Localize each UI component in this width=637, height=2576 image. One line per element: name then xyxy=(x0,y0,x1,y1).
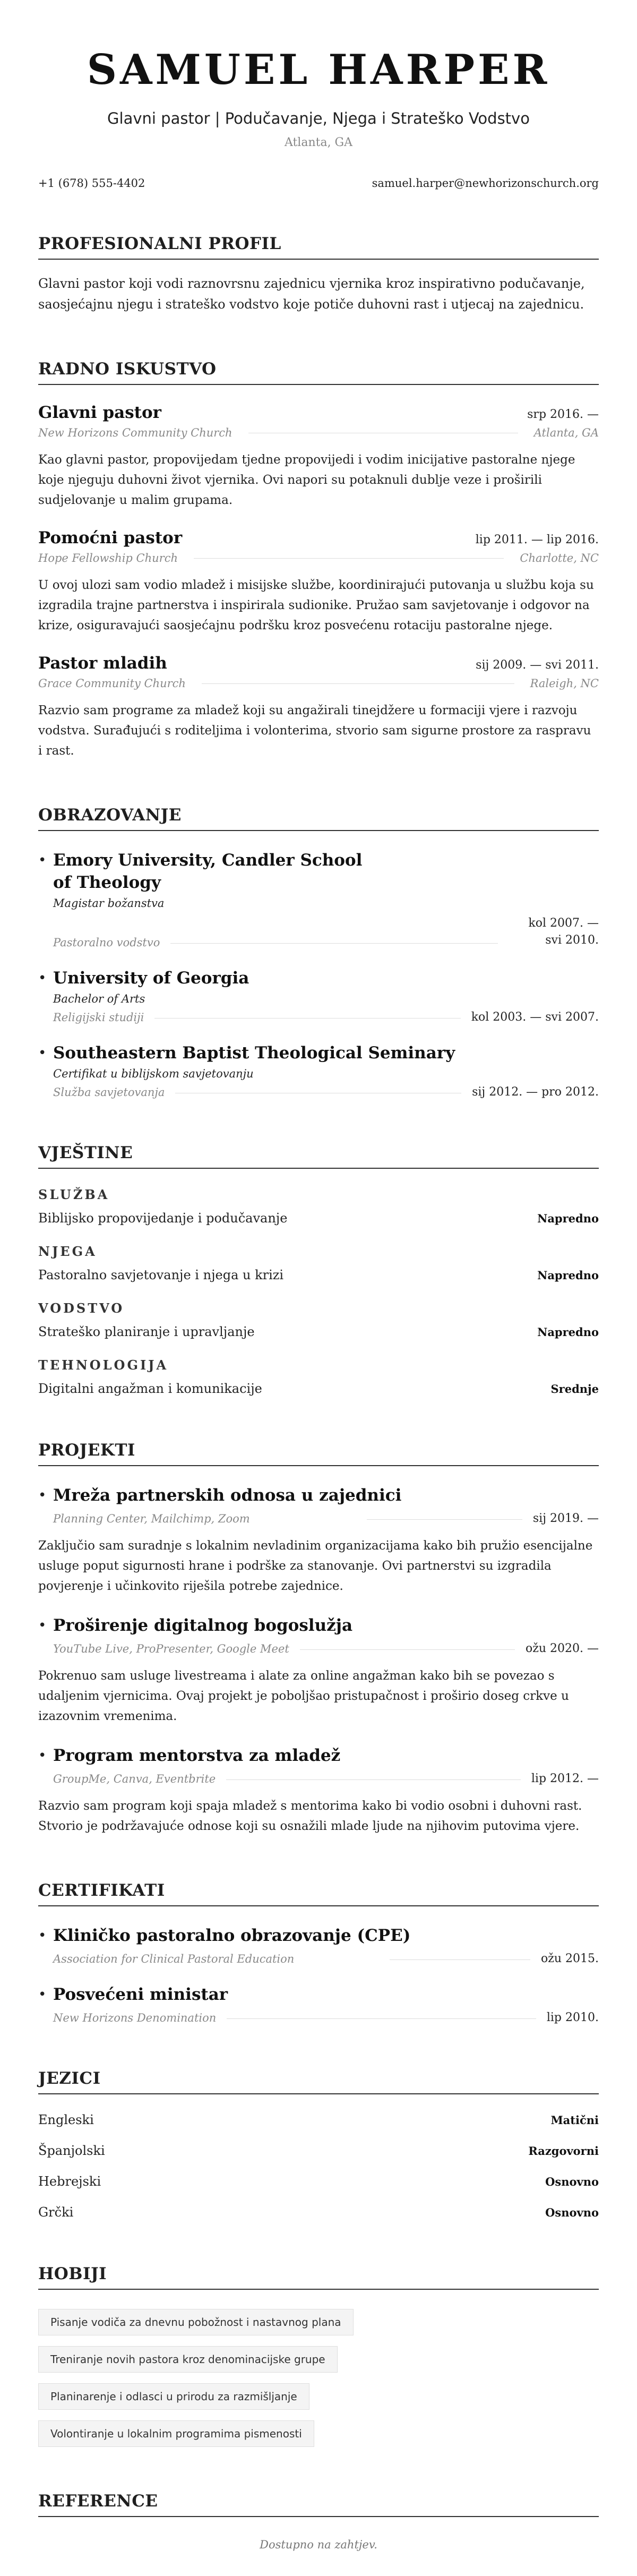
job-location: Atlanta, GA xyxy=(533,426,599,439)
language-name: Grčki xyxy=(38,2205,74,2220)
project-description: Razvio sam program koji spaja mladež s mentorima kako bi vodio osobni i duhovni rast. Stvorio je podržavajuće odnose koji su osnažili mlade ljude na njihovim putovima vjere. xyxy=(38,1799,582,1833)
education-section xyxy=(38,806,599,1099)
skill-category: VODSTVO xyxy=(38,1300,125,1316)
job-entry xyxy=(38,528,599,636)
field-of-study: Pastoralno vodstvo xyxy=(53,936,160,949)
language-level: Razgovorni xyxy=(528,2144,599,2158)
language-level: Osnovno xyxy=(545,2206,599,2219)
section-title: PROJEKTI xyxy=(38,1441,599,1466)
project-description: Zaključio sam suradnje s lokalnim nevladinim organizacijama kako bih pružio esencijalne usluge poput sigurnosti hrane i podrške za stanovanje. Ovi partnerstvi su izgradila povjerenje i učinkovito riješila potrebe zajednice. xyxy=(38,1539,593,1593)
hobby-list xyxy=(38,2309,599,2447)
skill-level: Napredno xyxy=(537,1269,599,1282)
person-name: SAMUEL HARPER xyxy=(87,46,550,94)
education-entry xyxy=(38,849,599,949)
section-title: JEZICI xyxy=(38,2069,599,2094)
job-date: sij 2009. — svi 2011. xyxy=(476,658,599,672)
job-organization: Grace Community Church xyxy=(38,677,186,690)
bullet-icon: • xyxy=(38,1618,47,1633)
divider xyxy=(154,1017,460,1019)
skill-category: NJEGA xyxy=(38,1244,97,1259)
divider xyxy=(248,432,518,433)
education-entry xyxy=(38,1042,599,1099)
job-description: Kao glavni pastor, propovijedam tjedne propovijedi i vodim inicijative pastoralne njege koje njeguju duhovni život vjernika. Ovi napori su potaknuli dublje veze i proširili sudjelovanje u malim grupama. xyxy=(38,453,575,507)
certificate-title: Posvećeni ministar xyxy=(53,1985,228,2004)
job-title: Pastor mladih xyxy=(38,654,167,673)
certificates-section xyxy=(38,1881,599,2024)
experience-section xyxy=(38,360,599,761)
divider xyxy=(300,1649,515,1650)
project-tools: GroupMe, Canva, Eventbrite xyxy=(53,1773,216,1785)
bullet-icon: • xyxy=(38,1748,47,1764)
section-title: HOBIJI xyxy=(38,2264,599,2290)
skill-name: Pastoralno savjetovanje i njega u krizi xyxy=(38,1268,284,1282)
skill-category: SLUŽBA xyxy=(38,1187,110,1202)
divider xyxy=(390,1959,530,1960)
section-title: RADNO ISKUSTVO xyxy=(38,360,599,385)
language-list xyxy=(38,2112,599,2220)
project-title: Mreža partnerskih odnosa u zajednici xyxy=(53,1486,402,1505)
job-date: lip 2011. — lip 2016. xyxy=(475,533,599,546)
job-title: Glavni pastor xyxy=(38,403,162,422)
skill-row xyxy=(38,1211,599,1226)
job-organization: Hope Fellowship Church xyxy=(38,552,178,564)
certificate-issuer: Association for Clinical Pastoral Education xyxy=(53,1953,295,1965)
bullet-icon: • xyxy=(38,970,47,986)
bullet-icon: • xyxy=(38,1487,47,1503)
project-date: sij 2019. — xyxy=(532,1512,599,1525)
profile-section xyxy=(38,234,599,315)
hobby-tag: Planinarenje i odlasci u prirodu za razmišljanje xyxy=(38,2383,309,2410)
degree: Certifikat u biblijskom savjetovanju xyxy=(53,1067,254,1080)
section-title: REFERENCE xyxy=(38,2492,599,2517)
resume-header xyxy=(38,45,599,149)
bullet-icon: • xyxy=(38,1928,47,1944)
skill-level: Napredno xyxy=(537,1212,599,1225)
bullet-icon: • xyxy=(38,852,47,868)
job-description: Razvio sam programe za mladež koji su angažirali tinejdžere u formaciji vjere i razvoju vodstva. Surađujući s roditeljima i volonterima, stvorio sam sigurne prostore za raspravu i rast. xyxy=(38,704,591,758)
education-entry xyxy=(38,967,599,1024)
hobbies-section xyxy=(38,2264,599,2447)
school-name: Emory University, Candler School of Theology xyxy=(53,851,363,892)
certificate-date: ožu 2015. xyxy=(541,1952,599,1965)
job-description: U ovoj ulozi sam vodio mladež i misijske službe, koordinirajući putovanja u službu koja su izgradila trajne partnerstva i inspirirala sudionike. Pružao sam savjetovanje i odgovor na krize, osiguravajući saosjećajnu podršku kroz posvećenu rotaciju pastoralne njege. xyxy=(38,578,594,632)
references-section xyxy=(38,2492,599,2551)
job-location: Charlotte, NC xyxy=(520,552,599,564)
skill-name: Digitalni angažman i komunikacije xyxy=(38,1381,262,1396)
education-date: sij 2012. — pro 2012. xyxy=(472,1085,599,1099)
project-date: lip 2012. — xyxy=(531,1772,599,1785)
project-description: Pokrenuo sam usluge livestreama i alate za online angažman kako bih se povezao s udaljenim vjernicima. Ovaj projekt je poboljšao pristupačnost i proširio doseg crkve u izazovnim vremenima. xyxy=(38,1669,569,1723)
degree: Bachelor of Arts xyxy=(53,992,145,1005)
divider xyxy=(367,1519,522,1520)
project-entry xyxy=(38,1614,599,1726)
section-title: VJEŠTINE xyxy=(38,1143,599,1169)
hobby-tag: Treniranje novih pastora kroz denominacijske grupe xyxy=(38,2346,338,2373)
profile-text: Glavni pastor koji vodi raznovrsnu zajednicu vjernika kroz inspirativno podučavanje, saosjećajnu njegu i strateško vodstvo koje potiče duhovni rast i utjecaj na zajednicu. xyxy=(38,276,585,312)
skills-section xyxy=(38,1143,599,1396)
project-tools: Planning Center, Mailchimp, Zoom xyxy=(53,1512,250,1525)
job-date: srp 2016. — xyxy=(527,408,599,421)
job-entry xyxy=(38,403,599,510)
language-row xyxy=(38,2174,599,2189)
project-title: Proširenje digitalnog bogoslužja xyxy=(53,1616,353,1635)
field-of-study: Služba savjetovanja xyxy=(53,1086,165,1099)
divider xyxy=(175,1092,461,1093)
language-row xyxy=(38,2112,599,2127)
certificate-date: lip 2010. xyxy=(546,2011,599,2024)
education-date: kol 2003. — svi 2007. xyxy=(471,1011,599,1024)
job-entry xyxy=(38,654,599,761)
certificate-entry xyxy=(38,1983,599,2024)
divider xyxy=(170,943,498,944)
language-name: Engleski xyxy=(38,2112,94,2127)
degree: Magistar božanstva xyxy=(53,897,165,910)
certificate-title: Kliničko pastoralno obrazovanje (CPE) xyxy=(53,1926,411,1945)
job-location: Raleigh, NC xyxy=(530,677,599,690)
language-level: Osnovno xyxy=(545,2175,599,2188)
divider xyxy=(226,1779,521,1780)
skill-row xyxy=(38,1324,599,1339)
project-date: ožu 2020. — xyxy=(526,1642,599,1655)
languages-section xyxy=(38,2069,599,2220)
language-row xyxy=(38,2205,599,2220)
project-tools: YouTube Live, ProPresenter, Google Meet xyxy=(53,1642,289,1655)
section-title: CERTIFIKATI xyxy=(38,1881,599,1906)
language-level: Matični xyxy=(550,2113,599,2127)
school-name: University of Georgia xyxy=(53,969,249,988)
field-of-study: Religijski studiji xyxy=(53,1011,144,1024)
school-name: Southeastern Baptist Theological Seminary xyxy=(53,1043,455,1063)
education-date: kol 2007. — svi 2010. xyxy=(528,917,599,947)
language-row xyxy=(38,2143,599,2158)
email-address: samuel.harper@newhorizonschurch.org xyxy=(372,177,599,190)
bullet-icon: • xyxy=(38,1045,47,1061)
certificate-issuer: New Horizons Denomination xyxy=(53,2012,217,2024)
references-text: Dostupno na zahtjev. xyxy=(260,2538,377,2551)
project-entry xyxy=(38,1744,599,1836)
job-headline: Glavni pastor | Podučavanje, Njega i Strateško Vodstvo xyxy=(107,109,530,127)
job-title: Pomoćni pastor xyxy=(38,528,183,547)
divider xyxy=(202,683,514,684)
divider xyxy=(227,2018,536,2019)
section-title: OBRAZOVANJE xyxy=(38,806,599,831)
divider xyxy=(194,558,504,559)
projects-section xyxy=(38,1441,599,1836)
contact-row xyxy=(38,177,599,190)
skill-category: TEHNOLOGIJA xyxy=(38,1357,169,1373)
project-entry xyxy=(38,1484,599,1596)
skill-row xyxy=(38,1268,599,1282)
phone-number: +1 (678) 555-4402 xyxy=(38,177,145,190)
section-title: PROFESIONALNI PROFIL xyxy=(38,234,599,260)
skill-level: Napredno xyxy=(537,1325,599,1339)
language-name: Španjolski xyxy=(38,2143,105,2158)
bullet-icon: • xyxy=(38,1987,47,2002)
skill-name: Biblijsko propovijedanje i podučavanje xyxy=(38,1211,288,1226)
hobby-tag: Volontiranje u lokalnim programima pismenosti xyxy=(38,2420,314,2447)
project-title: Program mentorstva za mladež xyxy=(53,1746,341,1765)
language-name: Hebrejski xyxy=(38,2174,101,2189)
skill-name: Strateško planiranje i upravljanje xyxy=(38,1324,255,1339)
hobby-tag: Pisanje vodiča za dnevnu pobožnost i nastavnog plana xyxy=(38,2309,354,2335)
certificate-entry xyxy=(38,1924,599,1965)
skill-level: Srednje xyxy=(550,1382,599,1396)
skill-row xyxy=(38,1381,599,1396)
job-organization: New Horizons Community Church xyxy=(38,426,233,439)
location: Atlanta, GA xyxy=(284,136,353,149)
